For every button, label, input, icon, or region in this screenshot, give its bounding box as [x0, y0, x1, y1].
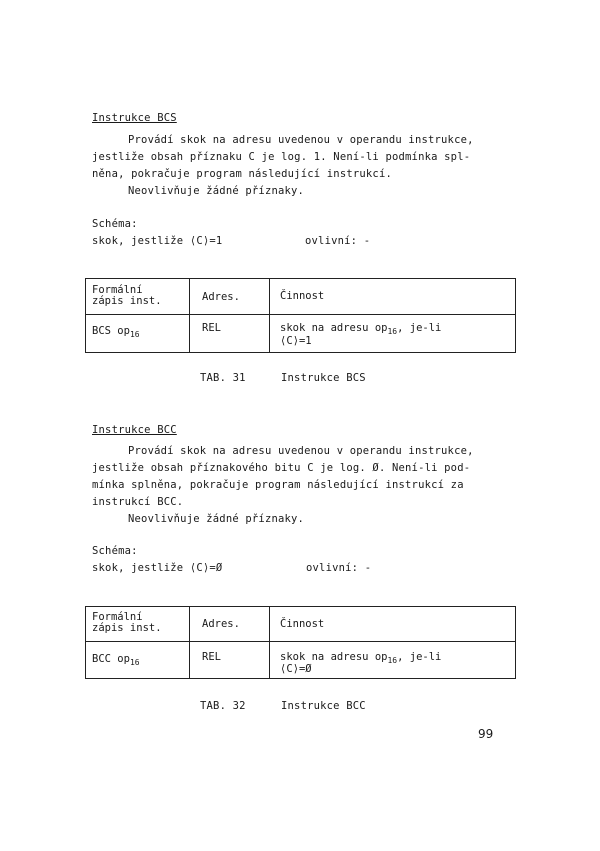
schema-affects: ovlivní: -	[305, 235, 371, 247]
schema-label: Schéma:	[92, 218, 138, 230]
table-divider	[189, 279, 190, 352]
header-addressing: Adres.	[202, 618, 240, 630]
row-addressing: REL	[202, 322, 221, 334]
table-divider	[269, 607, 270, 678]
row-addressing: REL	[202, 651, 221, 663]
instruction-table-bcs	[85, 278, 516, 353]
header-action: Činnost	[280, 290, 325, 302]
row-action: skok na adresu $op_{16}$, je-li	[280, 322, 442, 336]
schema-condition: skok, jestliže ⟨C⟩=Ø	[92, 562, 223, 574]
table-caption-title: Instrukce BCC	[281, 700, 366, 712]
schema-condition: skok, jestliže ⟨C⟩=1	[92, 235, 223, 247]
paragraph-line: jestliže obsah příznaku C je log. 1. Není-li podmínka spl-	[92, 151, 471, 163]
header-action: Činnost	[280, 618, 325, 630]
row-instruction: BCS $op_{16}$	[92, 325, 140, 339]
header-formal-notation: Formální zápis inst.	[92, 284, 162, 307]
section-heading-bcc: Instrukce BCC	[92, 424, 177, 436]
table-divider	[189, 607, 190, 678]
table-divider	[269, 279, 270, 352]
page-number: 99	[478, 727, 494, 741]
table-divider	[86, 314, 515, 315]
row-action-condition: ⟨C⟩=1	[280, 335, 312, 347]
header-formal-notation: Formální zápis inst.	[92, 611, 162, 634]
schema-label: Schéma:	[92, 545, 138, 557]
paragraph-line: něna, pokračuje program následující instrukcí.	[92, 168, 392, 180]
instruction-table-bcc	[85, 606, 516, 679]
table-divider	[86, 641, 515, 642]
section-heading-bcs: Instrukce BCS	[92, 112, 177, 124]
schema-affects: ovlivní: -	[306, 562, 372, 574]
table-caption-title: Instrukce BCS	[281, 372, 366, 384]
table-caption-number: TAB. 32	[200, 700, 246, 712]
paragraph-line: Neovlivňuje žádné příznaky.	[128, 185, 305, 197]
paragraph-line: jestliže obsah příznakového bitu C je log. Ø. Není-li pod-	[92, 462, 471, 474]
paragraph-line: Neovlivňuje žádné příznaky.	[128, 513, 305, 525]
paragraph-line: mínka splněna, pokračuje program následující instrukcí za	[92, 479, 464, 491]
row-instruction: BCC $op_{16}$	[92, 653, 140, 667]
paragraph-line: Provádí skok na adresu uvedenou v operandu instrukce,	[128, 445, 474, 457]
header-addressing: Adres.	[202, 291, 240, 303]
table-caption-number: TAB. 31	[200, 372, 246, 384]
row-action-condition: ⟨C⟩=Ø	[280, 663, 312, 675]
row-action: skok na adresu $op_{16}$, je-li	[280, 651, 442, 665]
paragraph-line: instrukcí BCC.	[92, 496, 184, 508]
paragraph-line: Provádí skok na adresu uvedenou v operandu instrukce,	[128, 134, 474, 146]
